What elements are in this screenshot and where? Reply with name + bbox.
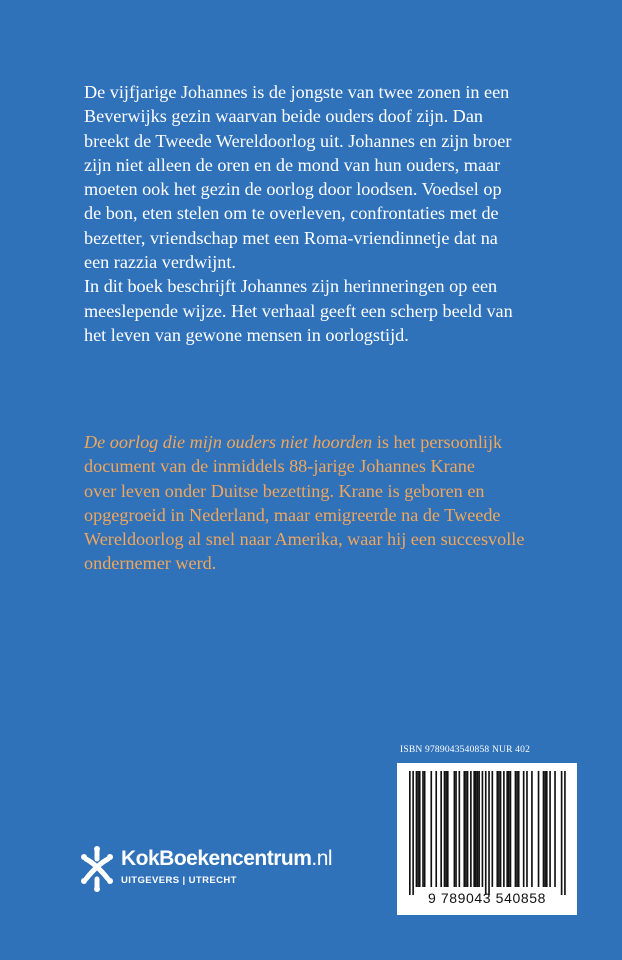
barcode-bar bbox=[424, 771, 426, 887]
barcode-bar bbox=[485, 771, 487, 895]
blurb-line: het leven van gewone mensen in oorlogstijd. bbox=[84, 324, 409, 345]
blurb-line: meeslepende wijze. Het verhaal geeft een scherp beeld van bbox=[84, 300, 513, 321]
author-line: opgegroeid in Nederland, maar emigreerde na de Tweede bbox=[84, 504, 501, 525]
barcode-bar bbox=[544, 771, 546, 887]
barcode-bar bbox=[492, 771, 494, 887]
barcode-bar bbox=[488, 771, 490, 895]
barcode-bar bbox=[455, 771, 457, 887]
barcode-bar bbox=[523, 771, 525, 887]
barcode-bar bbox=[465, 771, 467, 887]
blurb-line: zijn niet alleen de oren en de mond van hun ouders, maar bbox=[84, 154, 501, 175]
author-line: over leven onder Duitse bezetting. Krane is geboren en bbox=[84, 480, 485, 501]
barcode-bar bbox=[554, 771, 556, 887]
barcode-bar bbox=[543, 771, 545, 887]
barcode-bar bbox=[445, 771, 447, 887]
author-line: Wereldoorlog al snel naar Amerika, waar hij een succesvolle bbox=[84, 529, 525, 550]
barcode-bar bbox=[549, 771, 551, 887]
barcode-bar bbox=[463, 771, 465, 887]
isbn-nur-text: ISBN 9789043540858 NUR 402 bbox=[400, 745, 531, 755]
barcode-bar bbox=[477, 771, 479, 887]
barcode-bar bbox=[500, 771, 502, 887]
blurb-line: De vijfjarige Johannes is de jongste van twee zonen in een bbox=[84, 82, 510, 102]
barcode-bar bbox=[498, 771, 500, 887]
author-paragraph bbox=[84, 430, 584, 576]
book-title: De oorlog die mijn ouders niet hoorden bbox=[84, 432, 373, 452]
barcode-digits: 9 789043 540858 bbox=[428, 890, 546, 906]
barcode-bar bbox=[419, 771, 421, 887]
barcode-bar bbox=[564, 771, 566, 895]
barcode-bar bbox=[516, 771, 518, 887]
barcode-bar bbox=[459, 771, 461, 887]
back-cover-blurb bbox=[84, 80, 584, 347]
barcode-bar bbox=[430, 771, 432, 887]
blurb-line: een razzia verdwijnt. bbox=[84, 252, 236, 273]
barcode-bar bbox=[526, 771, 528, 887]
blurb-line: Beverwijks gezin waarvan beide ouders doof zijn. Dan bbox=[84, 106, 483, 127]
barcode-bar bbox=[531, 771, 533, 887]
barcode-bar bbox=[422, 771, 424, 887]
publisher-subtitle: UITGEVERS | UTRECHT bbox=[121, 875, 237, 886]
publisher-name-main: KokBoekencentrum bbox=[121, 847, 312, 870]
barcode-bar bbox=[518, 771, 520, 887]
author-line: document van de inmiddels 88-jarige Johannes Krane bbox=[84, 456, 475, 477]
barcode-bar bbox=[417, 771, 419, 887]
barcode-bar bbox=[508, 771, 510, 887]
author-line bbox=[84, 430, 584, 454]
barcode-bar bbox=[503, 771, 505, 887]
barcode-bar bbox=[440, 771, 442, 887]
barcode bbox=[397, 763, 577, 915]
blurb-line: In dit boek beschrijft Johannes zijn herinneringen op een bbox=[84, 276, 498, 297]
barcode-bar bbox=[506, 771, 508, 887]
publisher-name-tld: .nl bbox=[311, 847, 333, 870]
barcode-bar bbox=[482, 771, 484, 887]
barcode-bar bbox=[475, 771, 477, 887]
author-line-rest: is het persoonlijk bbox=[372, 432, 503, 452]
barcode-bar bbox=[416, 771, 418, 887]
blurb-line: de bon, eten stelen om te overleven, confrontaties met de bbox=[84, 203, 499, 224]
barcode-bar bbox=[412, 771, 414, 895]
barcode-bar bbox=[435, 771, 437, 887]
barcode-bar bbox=[538, 771, 540, 887]
publisher-name bbox=[121, 847, 332, 871]
barcode-bar bbox=[496, 771, 498, 887]
barcode-bar bbox=[510, 771, 512, 887]
blurb-line: breekt de Tweede Wereldoorlog uit. Johannes en zijn broer bbox=[84, 130, 512, 151]
blurb-line: moeten ook het gezin de oorlog door loodsen. Voedsel op bbox=[84, 179, 502, 200]
barcode-bar bbox=[478, 771, 480, 887]
publisher-mark-icon bbox=[80, 845, 114, 893]
publisher-logo bbox=[80, 843, 340, 903]
blurb-line: bezetter, vriendschap met een Roma-vriendinnetje dat na bbox=[84, 227, 498, 248]
barcode-bar bbox=[409, 771, 411, 895]
author-line: ondernemer werd. bbox=[84, 553, 217, 574]
barcode-bar bbox=[546, 771, 548, 887]
barcode-bar bbox=[447, 771, 449, 887]
barcode-bar bbox=[515, 771, 517, 887]
barcode-bar bbox=[473, 771, 475, 887]
barcode-bar bbox=[454, 771, 456, 887]
barcode-bar bbox=[561, 771, 563, 895]
barcode-bar bbox=[470, 771, 472, 887]
barcode-bar bbox=[467, 771, 469, 887]
barcode-bar bbox=[444, 771, 446, 887]
